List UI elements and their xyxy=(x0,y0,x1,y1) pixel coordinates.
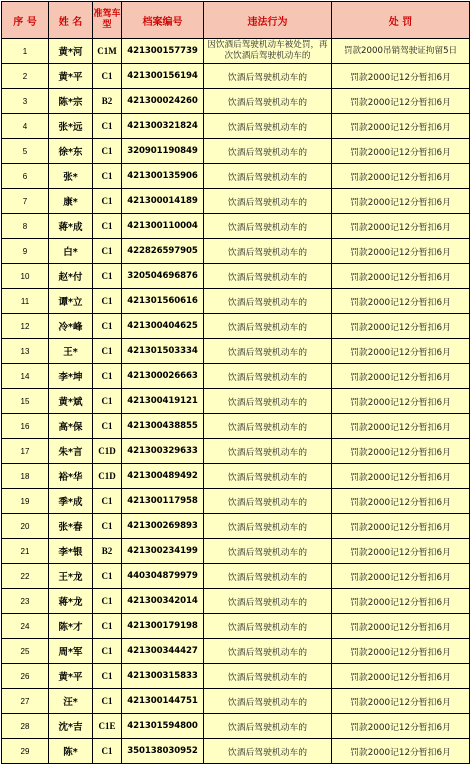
table-row xyxy=(2,514,470,539)
table-row xyxy=(2,139,470,164)
row-penalty: 罚款2000记12分暂扣6月 xyxy=(332,464,470,489)
row-license-class: C1 xyxy=(93,614,122,639)
row-name: 张*春 xyxy=(49,514,93,539)
row-violation: 饮酒后驾驶机动车的 xyxy=(204,314,332,339)
row-file-number: 320504696876 xyxy=(122,264,204,289)
row-license-class: C1 xyxy=(93,414,122,439)
row-penalty: 罚款2000记12分暂扣6月 xyxy=(332,389,470,414)
row-number: 28 xyxy=(2,714,49,739)
table-row xyxy=(2,739,470,764)
row-violation: 饮酒后驾驶机动车的 xyxy=(204,139,332,164)
row-penalty: 罚款2000记12分暂扣6月 xyxy=(332,514,470,539)
row-file-number: 421301503334 xyxy=(122,339,204,364)
row-name: 王*龙 xyxy=(49,564,93,589)
row-file-number: 421300135906 xyxy=(122,164,204,189)
row-number: 19 xyxy=(2,489,49,514)
table-row xyxy=(2,189,470,214)
table-row xyxy=(2,239,470,264)
row-name: 王* xyxy=(49,339,93,364)
row-name: 蒋*成 xyxy=(49,214,93,239)
header-violation: 违法行为 xyxy=(204,2,332,39)
row-penalty: 罚款2000记12分暂扣6月 xyxy=(332,114,470,139)
row-license-class: C1 xyxy=(93,639,122,664)
row-penalty: 罚款2000记12分暂扣6月 xyxy=(332,489,470,514)
row-name: 黄*斌 xyxy=(49,389,93,414)
row-number: 23 xyxy=(2,589,49,614)
row-violation: 饮酒后驾驶机动车的 xyxy=(204,364,332,389)
row-number: 14 xyxy=(2,364,49,389)
row-file-number: 421300404625 xyxy=(122,314,204,339)
row-penalty: 罚款2000记12分暂扣6月 xyxy=(332,264,470,289)
row-number: 10 xyxy=(2,264,49,289)
row-violation: 饮酒后驾驶机动车的 xyxy=(204,589,332,614)
row-name: 陈*宗 xyxy=(49,89,93,114)
row-license-class: C1 xyxy=(93,239,122,264)
row-number: 11 xyxy=(2,289,49,314)
row-number: 7 xyxy=(2,189,49,214)
header-no: 序 号 xyxy=(2,2,49,39)
row-file-number: 421300234199 xyxy=(122,539,204,564)
row-license-class: C1 xyxy=(93,139,122,164)
row-name: 汪* xyxy=(49,689,93,714)
table-row xyxy=(2,114,470,139)
row-penalty: 罚款2000记12分暂扣6月 xyxy=(332,364,470,389)
row-file-number: 421300342014 xyxy=(122,589,204,614)
row-license-class: C1 xyxy=(93,164,122,189)
table-row xyxy=(2,389,470,414)
row-license-class: C1 xyxy=(93,589,122,614)
row-file-number: 421300344427 xyxy=(122,639,204,664)
header-license-class: 准驾车型 xyxy=(93,2,122,39)
row-name: 张*远 xyxy=(49,114,93,139)
row-license-class: B2 xyxy=(93,89,122,114)
row-penalty: 罚款2000记12分暂扣6月 xyxy=(332,614,470,639)
row-name: 高*保 xyxy=(49,414,93,439)
penalty-table xyxy=(1,1,470,764)
row-file-number: 320901190849 xyxy=(122,139,204,164)
row-license-class: C1E xyxy=(93,714,122,739)
row-penalty: 罚款2000记12分暂扣6月 xyxy=(332,339,470,364)
row-violation: 饮酒后驾驶机动车的 xyxy=(204,664,332,689)
row-number: 2 xyxy=(2,64,49,89)
table-row xyxy=(2,89,470,114)
row-penalty: 罚款2000记12分暂扣6月 xyxy=(332,164,470,189)
table-row xyxy=(2,339,470,364)
table-row xyxy=(2,314,470,339)
row-number: 17 xyxy=(2,439,49,464)
row-violation: 饮酒后驾驶机动车的 xyxy=(204,689,332,714)
table-row xyxy=(2,689,470,714)
row-violation: 饮酒后驾驶机动车的 xyxy=(204,164,332,189)
row-name: 康* xyxy=(49,189,93,214)
row-violation: 饮酒后驾驶机动车的 xyxy=(204,389,332,414)
row-violation: 饮酒后驾驶机动车的 xyxy=(204,514,332,539)
row-license-class: C1 xyxy=(93,689,122,714)
row-violation: 饮酒后驾驶机动车的 xyxy=(204,264,332,289)
row-penalty: 罚款2000记12分暂扣6月 xyxy=(332,714,470,739)
row-violation: 饮酒后驾驶机动车的 xyxy=(204,289,332,314)
row-number: 24 xyxy=(2,614,49,639)
row-number: 3 xyxy=(2,89,49,114)
row-number: 27 xyxy=(2,689,49,714)
row-file-number: 421300269893 xyxy=(122,514,204,539)
row-license-class: B2 xyxy=(93,539,122,564)
row-violation: 饮酒后驾驶机动车的 xyxy=(204,214,332,239)
table-row xyxy=(2,589,470,614)
row-violation: 饮酒后驾驶机动车的 xyxy=(204,614,332,639)
row-penalty: 罚款2000记12分暂扣6月 xyxy=(332,214,470,239)
row-penalty: 罚款2000记12分暂扣6月 xyxy=(332,64,470,89)
table-row xyxy=(2,214,470,239)
row-penalty: 罚款2000记12分暂扣6月 xyxy=(332,239,470,264)
row-license-class: C1 xyxy=(93,264,122,289)
row-license-class: C1 xyxy=(93,214,122,239)
row-file-number: 440304879979 xyxy=(122,564,204,589)
row-file-number: 421301560616 xyxy=(122,289,204,314)
row-number: 20 xyxy=(2,514,49,539)
row-license-class: C1 xyxy=(93,389,122,414)
row-number: 25 xyxy=(2,639,49,664)
row-license-class: C1 xyxy=(93,564,122,589)
table-header-row xyxy=(2,2,470,39)
row-penalty: 罚款2000记12分暂扣6月 xyxy=(332,189,470,214)
row-violation: 饮酒后驾驶机动车的 xyxy=(204,489,332,514)
table-body xyxy=(2,39,470,764)
row-license-class: C1D xyxy=(93,464,122,489)
row-name: 黄*平 xyxy=(49,664,93,689)
row-file-number: 421300438855 xyxy=(122,414,204,439)
row-penalty: 罚款2000记12分暂扣6月 xyxy=(332,414,470,439)
row-violation: 饮酒后驾驶机动车的 xyxy=(204,539,332,564)
row-number: 18 xyxy=(2,464,49,489)
row-violation: 饮酒后驾驶机动车的 xyxy=(204,739,332,764)
row-number: 26 xyxy=(2,664,49,689)
row-number: 29 xyxy=(2,739,49,764)
table-row xyxy=(2,639,470,664)
row-file-number: 421300110004 xyxy=(122,214,204,239)
row-file-number: 421300179198 xyxy=(122,614,204,639)
row-penalty: 罚款2000记12分暂扣6月 xyxy=(332,564,470,589)
row-license-class: C1 xyxy=(93,289,122,314)
row-name: 谭*立 xyxy=(49,289,93,314)
row-license-class: C1 xyxy=(93,339,122,364)
row-name: 赵*付 xyxy=(49,264,93,289)
row-file-number: 421300117958 xyxy=(122,489,204,514)
row-name: 陈* xyxy=(49,739,93,764)
row-penalty: 罚款2000记12分暂扣6月 xyxy=(332,139,470,164)
row-violation: 饮酒后驾驶机动车的 xyxy=(204,114,332,139)
row-name: 朱*言 xyxy=(49,439,93,464)
row-number: 16 xyxy=(2,414,49,439)
row-license-class: C1M xyxy=(93,39,122,64)
row-violation: 饮酒后驾驶机动车的 xyxy=(204,64,332,89)
row-number: 5 xyxy=(2,139,49,164)
table-row xyxy=(2,539,470,564)
table-row xyxy=(2,664,470,689)
row-file-number: 421300315833 xyxy=(122,664,204,689)
row-file-number: 421300419121 xyxy=(122,389,204,414)
row-penalty: 罚款2000记12分暂扣6月 xyxy=(332,89,470,114)
row-penalty: 罚款2000记12分暂扣6月 xyxy=(332,539,470,564)
row-violation: 饮酒后驾驶机动车的 xyxy=(204,339,332,364)
row-number: 13 xyxy=(2,339,49,364)
row-number: 4 xyxy=(2,114,49,139)
table-row xyxy=(2,164,470,189)
row-number: 22 xyxy=(2,564,49,589)
row-name: 张* xyxy=(49,164,93,189)
row-penalty: 罚款2000记12分暂扣6月 xyxy=(332,739,470,764)
row-violation: 饮酒后驾驶机动车的 xyxy=(204,89,332,114)
row-license-class: C1 xyxy=(93,664,122,689)
row-name: 蒋*龙 xyxy=(49,589,93,614)
row-penalty: 罚款2000记12分暂扣6月 xyxy=(332,639,470,664)
table-row xyxy=(2,39,470,64)
row-file-number: 421300144751 xyxy=(122,689,204,714)
table-row xyxy=(2,714,470,739)
row-penalty: 罚款2000记12分暂扣6月 xyxy=(332,664,470,689)
row-violation: 饮酒后驾驶机动车的 xyxy=(204,189,332,214)
row-name: 黄*河 xyxy=(49,39,93,64)
table-row xyxy=(2,414,470,439)
table-row xyxy=(2,439,470,464)
table-row xyxy=(2,564,470,589)
row-number: 12 xyxy=(2,314,49,339)
row-violation: 饮酒后驾驶机动车的 xyxy=(204,714,332,739)
row-file-number: 421300026663 xyxy=(122,364,204,389)
row-number: 9 xyxy=(2,239,49,264)
row-file-number: 421300489492 xyxy=(122,464,204,489)
row-file-number: 350138030952 xyxy=(122,739,204,764)
table-row xyxy=(2,489,470,514)
header-name: 姓 名 xyxy=(49,2,93,39)
row-license-class: C1 xyxy=(93,189,122,214)
row-license-class: C1 xyxy=(93,514,122,539)
row-name: 徐*东 xyxy=(49,139,93,164)
row-name: 李*坤 xyxy=(49,364,93,389)
row-name: 周*军 xyxy=(49,639,93,664)
row-license-class: C1 xyxy=(93,314,122,339)
table-row xyxy=(2,614,470,639)
row-file-number: 421300157739 xyxy=(122,39,204,64)
row-file-number: 421300329633 xyxy=(122,439,204,464)
row-name: 黄*平 xyxy=(49,64,93,89)
row-name: 沈*吉 xyxy=(49,714,93,739)
row-file-number: 421300321824 xyxy=(122,114,204,139)
row-violation: 饮酒后驾驶机动车的 xyxy=(204,439,332,464)
row-violation: 饮酒后驾驶机动车的 xyxy=(204,464,332,489)
row-name: 李*银 xyxy=(49,539,93,564)
row-penalty: 罚款2000记12分暂扣6月 xyxy=(332,314,470,339)
row-license-class: C1 xyxy=(93,739,122,764)
row-file-number: 421301594800 xyxy=(122,714,204,739)
row-number: 6 xyxy=(2,164,49,189)
row-license-class: C1D xyxy=(93,439,122,464)
row-number: 8 xyxy=(2,214,49,239)
row-name: 裕*华 xyxy=(49,464,93,489)
header-file-no: 档案编号 xyxy=(122,2,204,39)
row-name: 白* xyxy=(49,239,93,264)
row-file-number: 421300024260 xyxy=(122,89,204,114)
row-name: 季*成 xyxy=(49,489,93,514)
row-license-class: C1 xyxy=(93,64,122,89)
row-penalty: 罚款2000记12分暂扣6月 xyxy=(332,589,470,614)
row-penalty: 罚款2000记12分暂扣6月 xyxy=(332,439,470,464)
table-row xyxy=(2,289,470,314)
header-penalty: 处 罚 xyxy=(332,2,470,39)
row-violation: 饮酒后驾驶机动车的 xyxy=(204,564,332,589)
row-file-number: 421300014189 xyxy=(122,189,204,214)
row-file-number: 421300156194 xyxy=(122,64,204,89)
row-number: 21 xyxy=(2,539,49,564)
row-license-class: C1 xyxy=(93,489,122,514)
row-violation: 饮酒后驾驶机动车的 xyxy=(204,639,332,664)
table-row xyxy=(2,464,470,489)
table-row xyxy=(2,364,470,389)
table-row xyxy=(2,64,470,89)
row-name: 冷*峰 xyxy=(49,314,93,339)
row-penalty: 罚款2000记12分暂扣6月 xyxy=(332,689,470,714)
row-penalty: 罚款2000吊销驾驶证拘留5日 xyxy=(332,39,470,64)
row-violation: 因饮酒后驾驶机动车被处罚，再次饮酒后驾驶机动车的 xyxy=(204,39,332,64)
row-file-number: 422826597905 xyxy=(122,239,204,264)
row-license-class: C1 xyxy=(93,114,122,139)
row-violation: 饮酒后驾驶机动车的 xyxy=(204,414,332,439)
row-number: 1 xyxy=(2,39,49,64)
row-license-class: C1 xyxy=(93,364,122,389)
row-number: 15 xyxy=(2,389,49,414)
row-penalty: 罚款2000记12分暂扣6月 xyxy=(332,289,470,314)
row-name: 陈*才 xyxy=(49,614,93,639)
row-violation: 饮酒后驾驶机动车的 xyxy=(204,239,332,264)
table-row xyxy=(2,264,470,289)
